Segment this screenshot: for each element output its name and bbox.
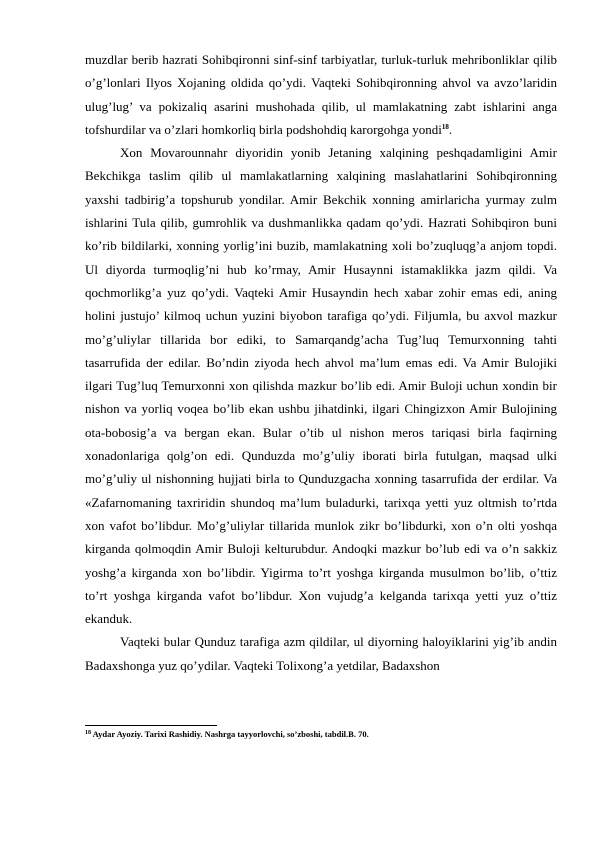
footnote xyxy=(85,729,557,740)
paragraph-1-text: muzdlar berib hazrati Sohibqironni sinf-sinf tarbiyatlar, turluk-turluk mehribonliklar qilib o’g’lonlari Ilyos Xojaning oldida qo’ydi. Vaqteki Sohibqironning ahvol va avzo’laridin ulug’lug’ va pokizaliq asarini mushohada qilib, ul mamlakatning zabt ishlarini anga tofshurdilar va o’zlari homkorliq birla podshohdiq karorgohga yondi xyxy=(85,52,557,137)
footnote-text: Aydar Ayoziy. Tarixi Rashidiy. Nashrga tayyorlovchi, so’zboshi, tabdil.B. 70. xyxy=(91,729,369,739)
footnote-reference[interactable]: 18 xyxy=(441,122,449,131)
paragraph-1 xyxy=(85,48,557,141)
paragraph-1-end: . xyxy=(448,121,453,137)
paragraph-2: Xon Movarounnahr diyoridin yonib Jetaning xalqining peshqadamligini Amir Bekchikga taslim qilib ul mamlakatlarning xalqining maslahatlarini Sohibqironning yaxshi tadbirig’a topshurub yondilar. Amir Bekchik xonning amirlaricha yurmay zulm ishlarini Tula qilib, gumrohlik va dushmanlikka qadam qo’ydi. Hazrati Sohibqiron buni ko’rib bildilarki, xonning yorlig’ini buzib, mamlakatning xoli bo’zuqluqg’a anjom topdi. Ul diyorda turmoqlig’ni hub ko’rmay, Amir Husaynni istamaklikka jazm qildi. Va qochmorlikg’a yuz qo’ydi. Vaqteki Amir Husayndin hech xabar zohir emas edi, aning holini justujo’ kilmoq uchun yuzini biyobon tarafiga qo’ydi. Filjumla, bu axvol mazkur mo’g’uliylar tillarida bor ediki, to Samarqandg’acha Tug’luq Temurxonning tahti tasarrufida der edilar. Bo’ndin ziyoda hech ahvol ma’lum emas edi. Va Amir Bulojiki ilgari Tug’luq Temurxonni xon qilishda mazkur bo’lib edi. Amir Buloji uchun xondin bir nishon va yorliq voqea bo’lib ekan ushbu jihatdinki, ilgari Chingizxon Amir Bulojining ota-bobosig’a va bergan ekan. Bular o’tib ul nishon meros tariqasi birla faqirning xonadonlariga qolg’on edi. Qunduzda mo’g’uliy iborati birla futulgan, maqsad ulki mo’g’uliy ul nishonning hujjati birla to Qunduzgacha xonning tasarrufida der erdilar. Va «Zafarnomaning taxriridin shundoq ma’lum buladurki, tarixqa yetti yuz oltmish to’rtda xon vafot bo’libdur. Mo’g’uliylar tillarida munlok zikr bo’libdurki, xon o’n olti yoshqa kirganda qolmoqdin Amir Buloji kelturubdur. Andoqki mazkur bo’lub edi va o’n sakkiz yoshg’a kirganda xon bo’libdir. Yigirma to’rt yoshga kirganda musulmon bo’lib, o’ttiz to’rt yoshga kirganda vafot bo’libdur. Xon vujudg’a kelganda tarixqa yetti yuz o’ttiz ekanduk. xyxy=(85,145,557,627)
paragraph-3: Vaqteki bular Qunduz tarafiga azm qildilar, ul diyorning haloyiklarini yig’ib andin Badaxshonga yuz qo’ydilar. Vaqteki Tolixong’a yetdilar, Badaxshon xyxy=(85,634,557,673)
footnote-divider xyxy=(85,725,217,726)
page-body xyxy=(85,48,557,677)
footnote-number: 18 xyxy=(85,730,91,736)
